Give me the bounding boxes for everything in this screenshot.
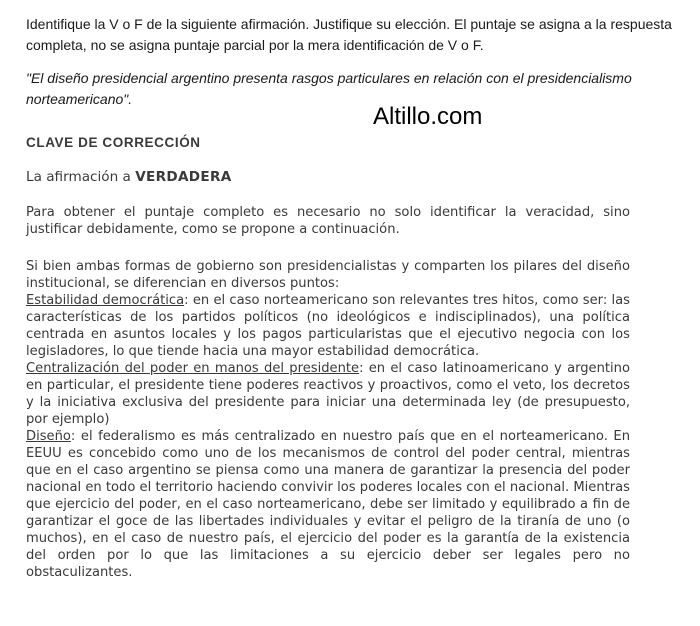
afirmacion-line	[26, 169, 232, 185]
paragraph-2	[26, 258, 630, 581]
point-text: : en el caso norteamericano son relevantes tres hitos, como ser: las características de los partidos políticos (no ideológicos e indisciplinados), una política centrada en asuntos locales y los pagos particularistas que el ejecutivo negocia con los legisladores, lo que tiende hacia una mayor estabilidad democrática.	[26, 293, 631, 359]
afirmacion-prefix: La afirmación a	[26, 169, 136, 185]
paragraph-1: Para obtener el puntaje completo es necesario no solo identificar la veracidad, sino justificar debidamente, como se propone a continuación.	[26, 205, 630, 237]
point-term: Centralización del poder en manos del presidente	[26, 361, 360, 376]
instruction-text: Identifique la V o F de la siguiente afirmación. Justifique su elección. El puntaje se asigna a la respuesta completa, no se asigna puntaje parcial por la mera identificación de V o F.	[26, 16, 672, 53]
clave-title: CLAVE DE CORRECCIÓN	[26, 135, 201, 150]
point-term: Estabilidad democrática	[26, 293, 185, 308]
point-text: : el federalismo es más centralizado en nuestro país que en el norteamericano. En EEUU es concebido como uno de los mecanismos de control del poder central, mientras que en el caso argentino se piensa como una manera de garantizar la presencia del poder nacional en todo el territorio haciendo convivir los poderes locales con el nacional. Mientras que ejercicio del poder, en el caso norteamericano, debe ser limitado y equilibrado a fin de garantizar el goce de las libertades individuales y evitar el peligro de la tiranía de uno (o muchos), en el caso de nuestro país, el ejercicio del poder es la garantía de la existencia del orden por lo que las limitaciones a su ejercicio deber ser legales pero no obstaculizantes.	[26, 429, 630, 580]
point-estabilidad	[26, 292, 630, 360]
point-centralizacion	[26, 360, 630, 428]
statement-text: "El diseño presidencial argentino presenta rasgos particulares en relación con el presidencialismo norteamericano".	[26, 70, 632, 107]
point-text: : en el caso latinoamericano y argentino en particular, el presidente tiene poderes reactivos y proactivos, como el veto, los decretos y la iniciativa exclusiva del presidente para iniciar una determinada ley (de presupuesto, por ejemplo)	[26, 361, 630, 427]
point-term: Diseño	[26, 429, 71, 444]
paragraph-2-intro: Si bien ambas formas de gobierno son presidencialistas y comparten los pilares del diseño institucional, se diferencian en diversos puntos:	[26, 259, 630, 291]
afirmacion-value: VERDADERA	[135, 169, 232, 185]
watermark-text: Altillo.com	[373, 103, 483, 130]
point-diseno	[26, 428, 630, 581]
